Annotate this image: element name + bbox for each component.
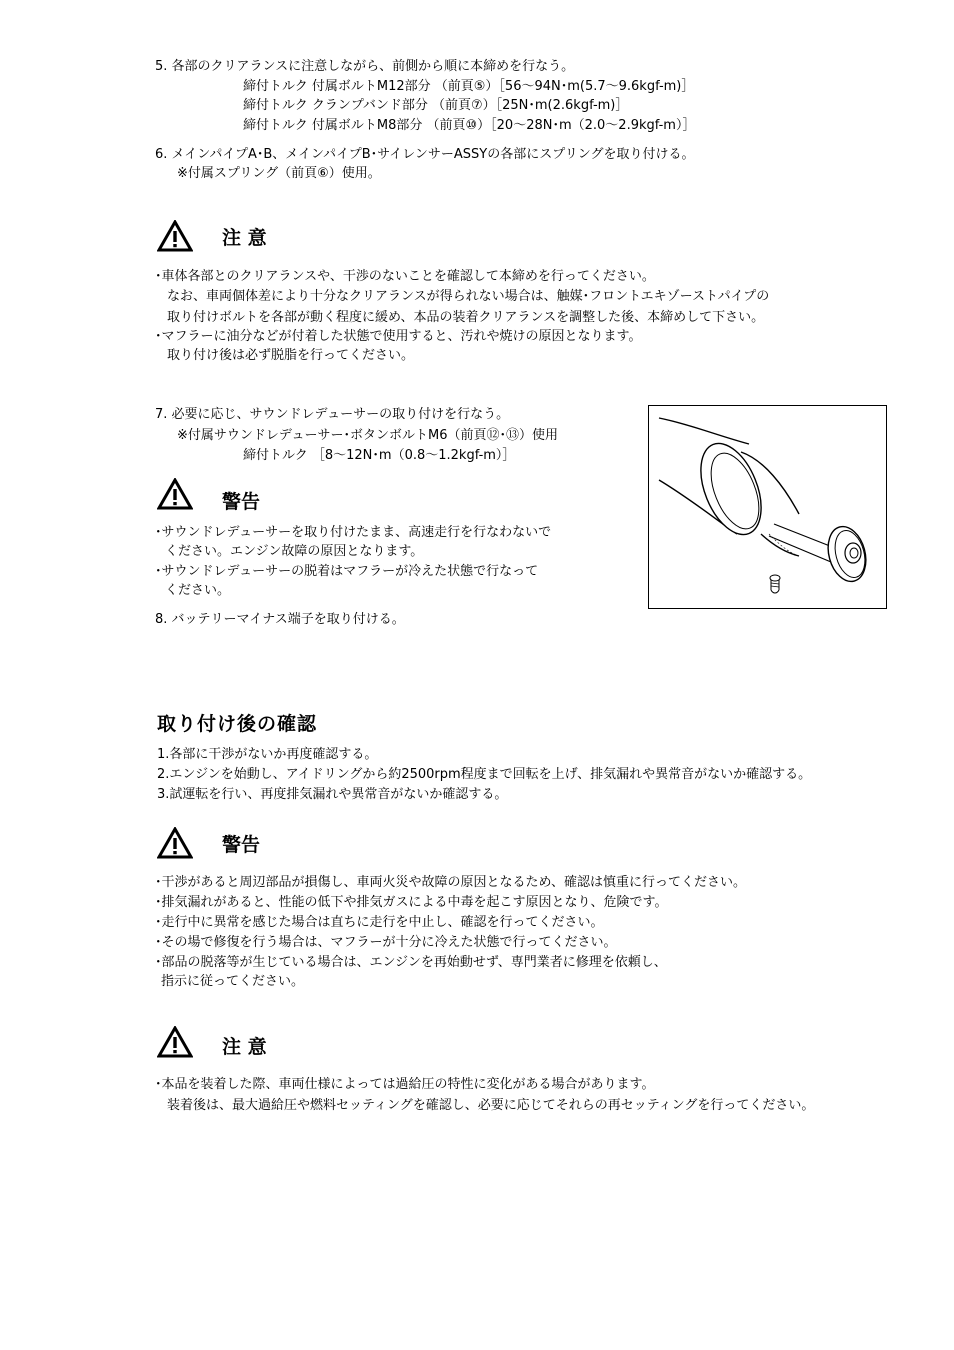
warning-label: 警告 xyxy=(222,491,261,513)
caution1-line: 取り付けボルトを各部が動く程度に緩め、本品の装着クリアランスを調整した後、本締めして下さい。 xyxy=(167,310,765,325)
post-check-item: 1.各部に干渉がないか再度確認する。 xyxy=(157,747,378,762)
caution1-line: なお、車両個体差により十分なクリアランスが得られない場合は、触媒･フロントエキゾーストパイプの xyxy=(167,289,770,304)
warning-triangle-icon xyxy=(157,1026,193,1058)
step7-title: 7. 必要に応じ、サウンドレデューサーの取り付けを行なう。 xyxy=(155,407,510,422)
warning2-line: ･部品の脱落等が生じている場合は、エンジンを再始動せず、専門業者に修理を依頼し、 xyxy=(155,955,667,970)
caution-label: 注 意 xyxy=(222,227,267,249)
post-check-heading: 取り付け後の確認 xyxy=(157,713,318,735)
warning1-line: ください。 xyxy=(165,583,231,598)
step5-title: 5. 各部のクリアランスに注意しながら、前側から順に本締めを行なう。 xyxy=(155,59,575,74)
warning-label: 警告 xyxy=(222,834,261,856)
step6-title: 6. メインパイプA･B、メインパイプB･サイレンサーASSYの各部にスプリングを取り付ける。 xyxy=(155,147,695,162)
step8-title: 8. バッテリーマイナス端子を取り付ける。 xyxy=(155,612,405,627)
warning-triangle-icon xyxy=(157,478,193,510)
warning1-line: ください。エンジン故障の原因となります。 xyxy=(165,544,424,559)
warning-triangle-icon xyxy=(157,827,193,859)
warning2-line: 指示に従ってください。 xyxy=(161,974,305,989)
warning2-line: ･走行中に異常を感じた場合は直ちに走行を中止し、確認を行ってください。 xyxy=(155,915,604,930)
muffler-illustration xyxy=(649,406,886,608)
step7-note: ※付属サウンドレデューサー･ボタンボルトM6（前頁⑫･⑬）使用 xyxy=(177,428,558,443)
warning-triangle-icon xyxy=(157,220,193,252)
post-check-item: 2.エンジンを始動し、アイドリングから約2500rpm程度まで回転を上げ、排気漏れや異常音がないか確認する。 xyxy=(157,767,812,782)
warning2-line: ･排気漏れがあると、性能の低下や排気ガスによる中毒を起こす原因となり、危険です。 xyxy=(155,895,668,910)
warning2-line: ･その場で修復を行う場合は、マフラーが十分に冷えた状態で行ってください。 xyxy=(155,935,617,950)
caution2-line: 装着後は、最大過給圧や燃料セッティングを確認し、必要に応じてそれらの再セッティングを行ってください。 xyxy=(167,1098,815,1113)
step6-note: ※付属スプリング（前頁⑥）使用。 xyxy=(177,166,381,181)
warning2-line: ･干渉があると周辺部品が損傷し、車両火災や故障の原因となるため、確認は慎重に行ってください。 xyxy=(155,875,746,890)
step7-torque: 締付トルク ［8～12N･m（0.8～1.2kgf-m）］ xyxy=(243,448,516,463)
caution2-line: ･本品を装着した際、車両仕様によっては過給圧の特性に変化がある場合があります。 xyxy=(155,1077,655,1092)
caution1-line: ･車体各部とのクリアランスや、干渉のないことを確認して本締めを行ってください。 xyxy=(155,269,655,284)
caution1-line: ･マフラーに油分などが付着した状態で使用すると、汚れや焼けの原因となります。 xyxy=(155,329,642,344)
warning1-line: ･サウンドレデューサーを取り付けたまま、高速走行を行なわないで xyxy=(155,525,552,540)
post-check-item: 3.試運転を行い、再度排気漏れや異常音がないか確認する。 xyxy=(157,787,508,802)
caution1-line: 取り付け後は必ず脱脂を行ってください。 xyxy=(167,348,415,363)
warning1-line: ･サウンドレデューサーの脱着はマフラーが冷えた状態で行なって xyxy=(155,564,539,579)
caution-label: 注 意 xyxy=(222,1036,267,1058)
step5-torque-clamp: 締付トルク クランプバンド部分 （前頁⑦）［25N･m(2.6kgf-m)］ xyxy=(243,98,629,113)
step5-torque-m8: 締付トルク 付属ボルトM8部分 （前頁⑩）［20～28N･m（2.0～2.9kgf-m）］ xyxy=(243,118,696,133)
step5-torque-m12: 締付トルク 付属ボルトM12部分 （前頁⑤）［56～94N･m(5.7～9.6kgf-m)］ xyxy=(243,79,695,94)
sound-reducer-figure xyxy=(648,405,887,609)
